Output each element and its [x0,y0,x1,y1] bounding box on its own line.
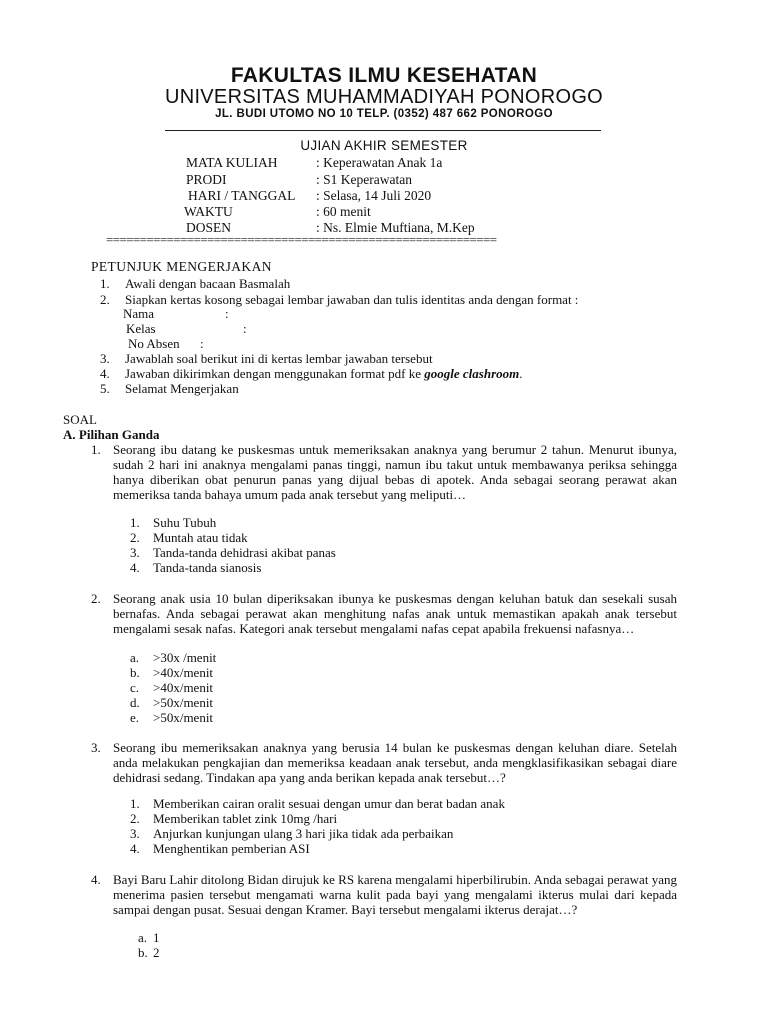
option-text: >40x/menit [153,665,214,680]
option-key: 1. [130,796,140,811]
instruction-text: Siapkan kertas kosong sebagai lembar jawaban dan tulis identitas anda dengan format : [125,292,579,307]
option-text: Tanda-tanda dehidrasi akibat panas [153,545,336,560]
instruction-number: 3. [100,351,110,366]
question-text: Seorang ibu datang ke puskesmas untuk memeriksakan anaknya yang berumur 2 tahun. Menurut ibunya, sudah 2 hari ini anaknya mengalami panas tinggi, namun ibu takut untuk membawanya periksa sehingga hanya diberikan obat penurun panas yang dijual bebas di apotek. Anda sebagai seorang perawat akan memeriksa tanda bahaya umum pada anak tersebut yang meliputi… [113,442,677,502]
question-number: 2. [91,591,101,606]
question-text: Seorang anak usia 10 bulan diperiksakan ibunya ke puskesmas dengan keluhan batuk dan sesekali susah bernafas. Anda sebagai perawat akan menghitung nafas anak untuk memastikan apakah anak tersebut mengalami sesak nafas. Kategori anak tersebut mengalami nafas cepat apabila frekuensi nafasnya… [113,591,677,636]
option-text: Tanda-tanda sianosis [153,560,262,575]
faculty-title: FAKULTAS ILMU KESEHATAN [230,64,538,87]
option-key: d. [130,695,140,710]
option-key: 4. [130,560,140,575]
header-divider [165,130,601,131]
option-text: >30x /menit [153,650,217,665]
question-number: 1. [91,442,101,457]
option-key: b. [130,665,140,680]
info-value-prodi: : S1 Keperawatan [316,172,412,187]
option-text: Anjurkan kunjungan ulang 3 hari jika tidak ada perbaikan [153,826,454,841]
info-label-course: MATA KULIAH [186,155,278,170]
option-key: 4. [130,841,140,856]
identity-field-label: Nama [123,306,155,321]
exam-title: UJIAN AKHIR SEMESTER [300,138,468,153]
info-label-time: WAKTU [184,204,233,219]
section-a-title: A. Pilihan Ganda [63,427,160,442]
option-text: >50x/menit [153,710,214,725]
option-key: 3. [130,545,140,560]
info-value-lecturer: : Ns. Elmie Muftiana, M.Kep [316,220,475,235]
identity-field-label: No Absen [128,336,180,351]
separator-line: ========================================================== [106,232,497,247]
info-label-lecturer: DOSEN [186,220,232,235]
info-label-date: HARI / TANGGAL [188,188,296,203]
instruction-text: Awali dengan bacaan Basmalah [125,276,291,291]
instruction-emphasis: google clashroom [424,366,520,381]
option-key: 2. [130,530,140,545]
option-text: Memberikan cairan oralit sesuai dengan umur dan berat badan anak [153,796,505,811]
instruction-number: 4. [100,366,110,381]
info-label-prodi: PRODI [186,172,227,187]
option-key: a. [130,650,140,665]
instruction-number: 1. [100,276,110,291]
option-text: >40x/menit [153,680,214,695]
option-text: Suhu Tubuh [153,515,217,530]
option-key: e. [130,710,140,725]
option-text: >50x/menit [153,695,214,710]
option-text: Muntah atau tidak [153,530,248,545]
instruction-text: Selamat Mengerjakan [125,381,239,396]
option-key: a. [138,930,148,945]
question-number: 3. [91,740,101,755]
instruction-text: Jawablah soal berikut ini di kertas lembar jawaban tersebut [125,351,433,366]
option-text: 2 [153,945,160,960]
university-title: UNIVERSITAS MUHAMMADIYAH PONOROGO [164,86,604,108]
instruction-number: 2. [100,292,110,307]
instruction-text [125,366,523,382]
identity-field-colon: : [200,336,204,351]
option-text: 1 [153,930,160,945]
info-value-time: : 60 menit [316,204,371,219]
question-number: 4. [91,872,101,887]
instructions-title: PETUNJUK MENGERJAKAN [91,259,272,274]
identity-field-label: Kelas [126,321,156,336]
option-key: b. [138,945,148,960]
soal-title: SOAL [63,412,97,427]
info-value-date: : Selasa, 14 Juli 2020 [316,188,432,203]
option-text: Memberikan tablet zink 10mg /hari [153,811,338,826]
identity-field-colon: : [243,321,247,336]
info-value-course: : Keperawatan Anak 1a [316,155,443,170]
identity-field-colon: : [225,306,229,321]
instruction-number: 5. [100,381,110,396]
option-key: 3. [130,826,140,841]
university-address: JL. BUDI UTOMO NO 10 TELP. (0352) 487 662 PONOROGO [215,108,553,120]
option-key: c. [130,680,140,695]
option-key: 1. [130,515,140,530]
instruction-text-main: Jawaban dikirimkan dengan menggunakan format pdf ke [125,366,425,381]
question-text: Seorang ibu memeriksakan anaknya yang berusia 14 bulan ke puskesmas dengan keluhan diare. Setelah anda melakukan pengkajian dan memeriksa keadaan anak tersebut, anda mengklasifikasikan sebagai diare dehidrasi sedang. Tindakan apa yang anda berikan kepada anak tersebut…? [113,740,677,785]
option-text: Menghentikan pemberian ASI [153,841,310,856]
question-text: Bayi Baru Lahir ditolong Bidan dirujuk ke RS karena mengalami hiperbilirubin. Anda sebagai perawat yang menerima pasien tersebut mengamati warna kulit pada bayi yang mengalami ikterus mulai dari kepada sampai dengan pusat. Sesuai dengan Kramer. Bayi tersebut mengalami ikterus derajat…? [113,872,677,917]
instruction-text-tail: . [519,366,523,381]
option-key: 2. [130,811,140,826]
